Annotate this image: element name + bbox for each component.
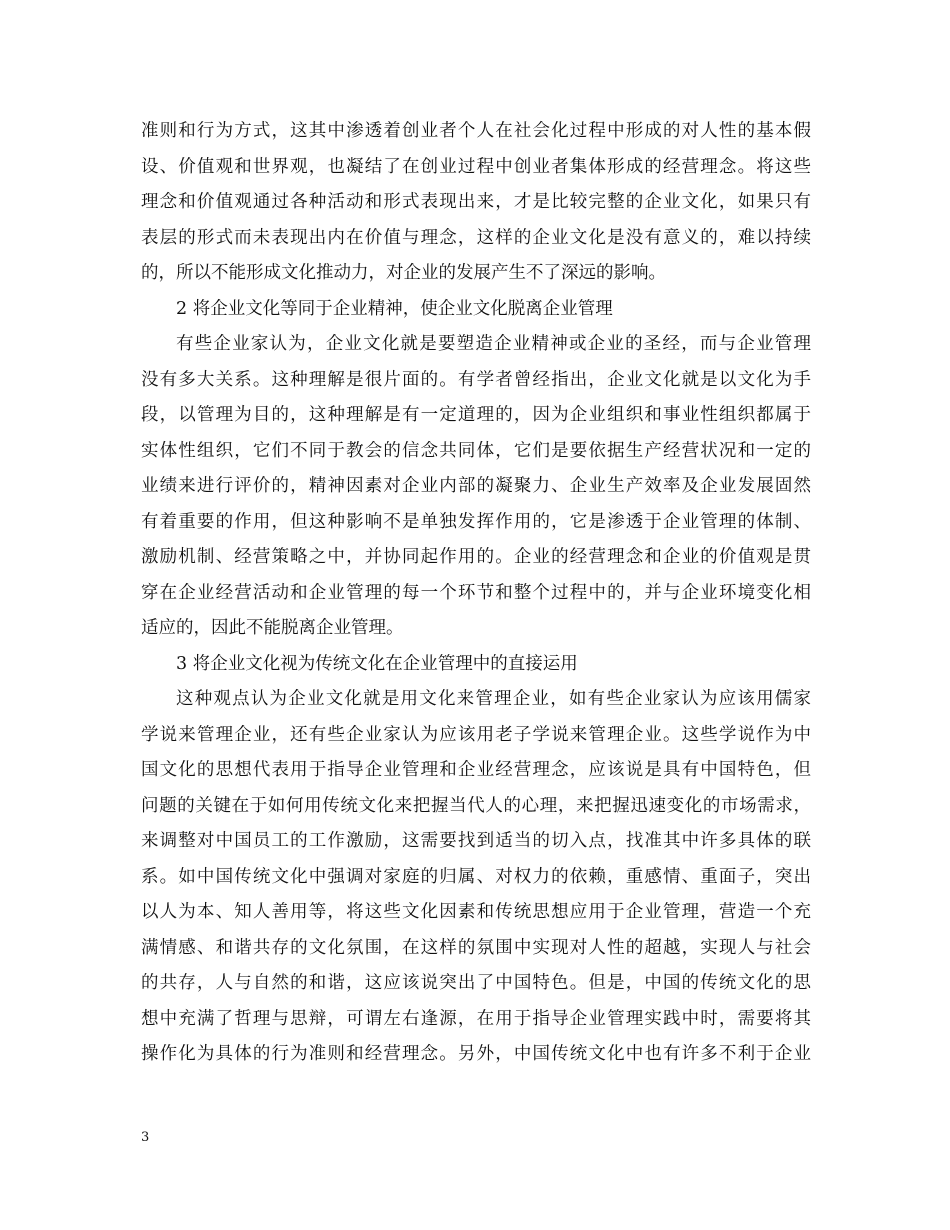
text-line: 穿在企业经营活动和企业管理的每一个环节和整个过程中的，并与企业环境变化相 bbox=[141, 582, 811, 603]
paragraph-section-2 bbox=[141, 327, 811, 647]
text-line: 学说来管理企业，还有些企业家认为应该用老子学说来管理企业。这些学说作为中 bbox=[141, 724, 811, 745]
text-line: 有着重要的作用，但这种影响不是单独发挥作用的，它是渗透于企业管理的体制、 bbox=[141, 511, 811, 532]
text-line: 的共存，人与自然的和谐，这应该说突出了中国特色。但是，中国的传统文化的思 bbox=[141, 973, 811, 993]
text-line: 理念和价值观通过各种活动和形式表现出来，才是比较完整的企业文化，如果只有 bbox=[141, 192, 811, 212]
text-line: 业绩来进行评价的，精神因素对企业内部的凝聚力、企业生产效率及企业发展固然 bbox=[141, 476, 811, 496]
paragraph-continuation bbox=[141, 114, 811, 292]
text-line: 满情感、和谐共存的文化氛围，在这样的氛围中实现对人性的超越，实现人与社会 bbox=[141, 937, 811, 958]
heading-line: 2 将企业文化等同于企业精神，使企业文化脱离企业管理 bbox=[176, 298, 613, 319]
text-line: 准则和行为方式，这其中渗透着创业者个人在社会化过程中形成的对人性的基本假 bbox=[141, 121, 811, 141]
paragraph-section-3 bbox=[141, 682, 811, 1073]
text-line: 这种观点认为企业文化就是用文化来管理企业，如有些企业家认为应该用儒家 bbox=[176, 689, 811, 709]
text-line: 的，所以不能形成文化推动力，对企业的发展产生不了深远的影响。 bbox=[141, 263, 666, 283]
text-line: 操作化为具体的行为准则和经营理念。另外，中国传统文化中也有许多不利于企业 bbox=[141, 1044, 811, 1064]
text-line: 没有多大关系。这种理解是很片面的。有学者曾经指出，企业文化就是以文化为手 bbox=[141, 369, 811, 390]
text-line: 以人为本、知人善用等，将这些文化因素和传统思想应用于企业管理，营造一个充 bbox=[141, 902, 811, 922]
text-line: 问题的关键在于如何用传统文化来把握当代人的心理，来把握迅速变化的市场需求， bbox=[141, 795, 811, 816]
heading-line: 3 将企业文化视为传统文化在企业管理中的直接运用 bbox=[176, 653, 578, 674]
text-line: 设、价值观和世界观，也凝结了在创业过程中创业者集体形成的经营理念。将这些 bbox=[141, 156, 811, 177]
text-line: 段，以管理为目的，这种理解是有一定道理的，因为企业组织和事业性组织都属于 bbox=[141, 405, 811, 425]
text-line: 适应的，因此不能脱离企业管理。 bbox=[141, 618, 404, 638]
section-heading-3 bbox=[141, 647, 811, 683]
text-line: 想中充满了哲理与思辩，可谓左右逢源，在用于指导企业管理实践中时，需要将其 bbox=[141, 1008, 811, 1029]
page-number: 3 bbox=[141, 1130, 150, 1145]
text-line: 来调整对中国员工的工作激励，这需要找到适当的切入点，找准其中许多具体的联 bbox=[141, 831, 811, 851]
text-line: 实体性组织，它们不同于教会的信念共同体，它们是要依据生产经营状况和一定的 bbox=[141, 440, 811, 461]
text-line: 有些企业家认为，企业文化就是要塑造企业精神或企业的圣经，而与企业管理 bbox=[176, 334, 811, 354]
text-line: 激励机制、经营策略之中，并协同起作用的。企业的经营理念和企业的价值观是贯 bbox=[141, 547, 811, 567]
section-heading-2 bbox=[141, 292, 811, 328]
text-line: 系。如中国传统文化中强调对家庭的归属、对权力的依赖，重感情、重面子，突出 bbox=[141, 866, 811, 887]
text-line: 表层的形式而未表现出内在价值与理念，这样的企业文化是没有意义的，难以持续 bbox=[141, 227, 811, 248]
document-body bbox=[141, 114, 811, 1073]
text-line: 国文化的思想代表用于指导企业管理和企业经营理念，应该说是具有中国特色，但 bbox=[141, 760, 811, 780]
